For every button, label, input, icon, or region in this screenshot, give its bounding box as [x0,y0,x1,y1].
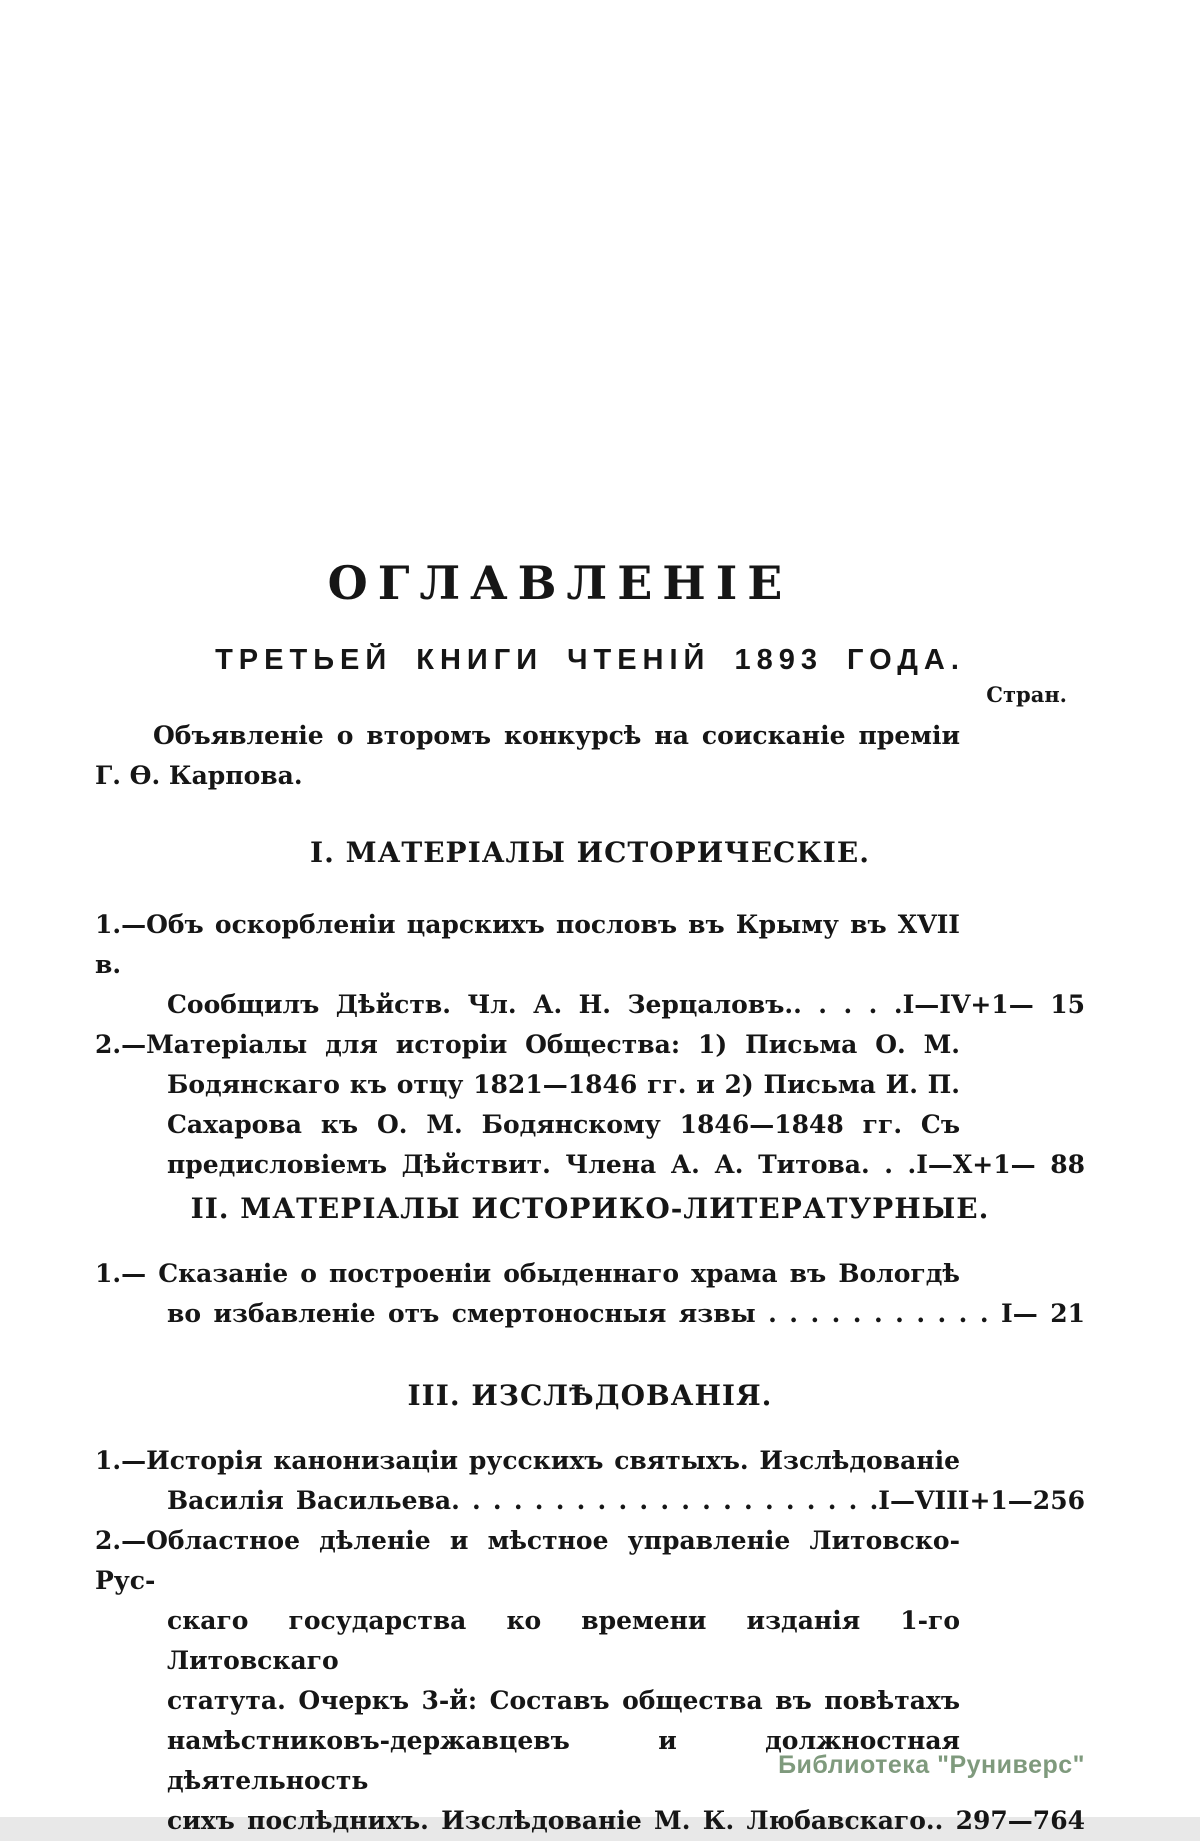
page-column-label: Стран. [986,682,1067,707]
section-2-entries [95,1254,1085,1334]
library-watermark: Библиотека "Руниверс" [778,1751,1085,1779]
toc-line: скаго государства ко времени изданія 1-го Литовскаго [167,1606,960,1675]
toc-line: 1.— Сказаніе о построеніи обыденнаго храма въ Вологдѣ [95,1259,960,1288]
toc-line: 2.—Областное дѣленіе и мѣстное управленіе Литовско-Рус- [95,1526,960,1595]
toc-line: намѣстниковъ-державцевъ и должностная дѣятельность [167,1726,960,1795]
section-1-entries [95,905,1085,1185]
toc-subtitle: ТРЕТЬЕЙ КНИГИ ЧТЕНІЙ 1893 ГОДА. [215,644,965,676]
section-heading-2: II. МАТЕРІАЛЫ ИСТОРИКО-ЛИТЕРАТУРНЫЕ. [190,1192,990,1225]
toc-line: статута. Очеркъ 3-й: Составъ общества въ повѣтахъ [167,1686,960,1715]
toc-line: 2.—Матеріалы для исторіи Общества: 1) Письма О. М. [95,1030,960,1059]
announcement-line: Г. Ѳ. Карпова. [95,761,303,790]
toc-line: Сахарова къ О. М. Бодянскому 1846—1848 гг. Съ [167,1110,960,1139]
toc-title: ОГЛАВЛЕНІЕ [327,556,793,610]
toc-line: сихъ послѣднихъ. Изслѣдованіе М. К. Любавскаго.. 297—764 [167,1806,1085,1835]
toc-line: во избавленіе отъ смертоносныя язвы . . . . . . . . . . . I— 21 [167,1299,1085,1328]
section-heading-3: III. ИЗСЛѢДОВАНІЯ. [407,1379,773,1412]
section-heading-1: I. МАТЕРІАЛЫ ИСТОРИЧЕСКІЕ. [309,836,870,869]
toc-line: Василія Васильева. . . . . . . . . . . . . . . . . . . . .I—VIII+1—256 [167,1486,1085,1515]
toc-line: 1.—Исторія канонизаціи русскихъ святыхъ. Изслѣдованіе [95,1446,960,1475]
toc-line: Сообщилъ Дѣйств. Чл. А. Н. Зерцаловъ.. . . . .I—IV+1— 15 [167,990,1085,1019]
toc-line: Бодянскаго къ отцу 1821—1846 гг. и 2) Письма И. П. [167,1070,960,1099]
toc-line: предисловіемъ Дѣйствит. Члена А. А. Титова. . .I—X+1— 88 [167,1150,1085,1179]
toc-line: 1.—Объ оскорбленіи царскихъ пословъ въ Крыму въ XVII в. [95,910,960,979]
announcement-line: Объявленіе о второмъ конкурсѣ на соисканіе преміи [153,721,960,750]
announcement-paragraph [95,716,1085,796]
